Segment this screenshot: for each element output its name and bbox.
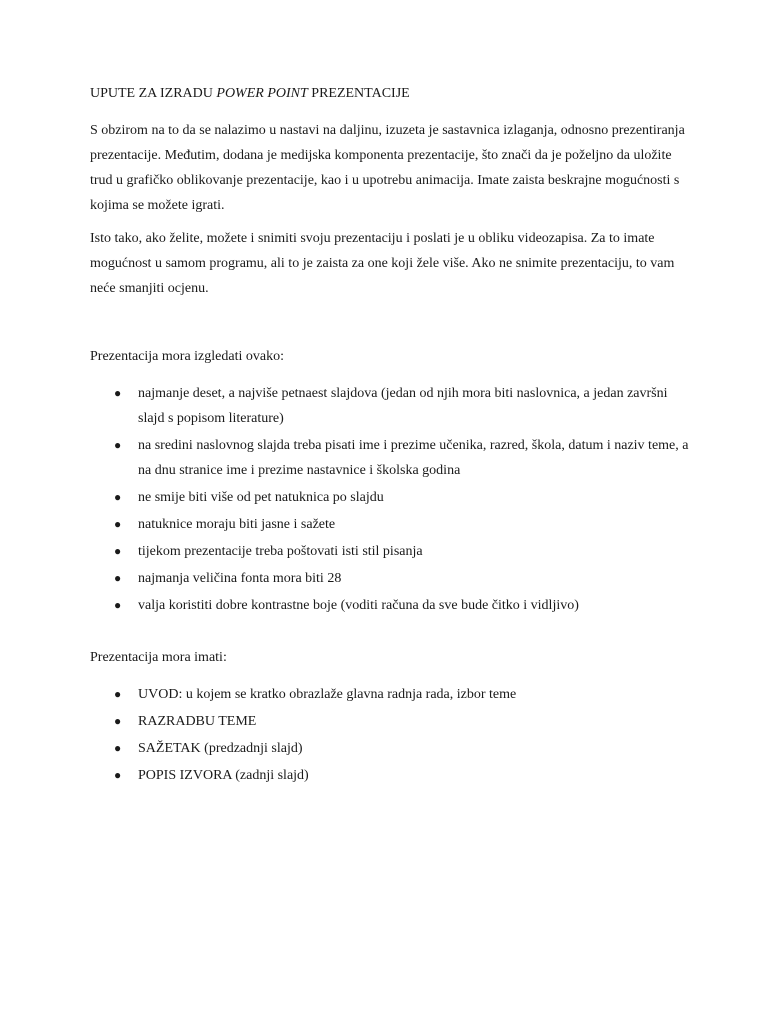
list-item-text: tijekom prezentacije treba poštovati isti stil pisanja xyxy=(138,544,423,559)
document-title xyxy=(90,84,690,104)
list-item xyxy=(90,485,690,510)
bullet-icon: ● xyxy=(114,768,122,782)
bullet-icon: ● xyxy=(114,438,122,452)
list-item xyxy=(90,682,690,707)
list-item-text: natuknice moraju biti jasne i sažete xyxy=(138,517,336,532)
list-item xyxy=(90,709,690,734)
title-prefix: UPUTE ZA IZRADU xyxy=(90,86,217,101)
bullet-icon: ● xyxy=(114,598,122,612)
list-item xyxy=(90,736,690,761)
bullet-icon: ● xyxy=(114,517,122,531)
bullet-list-izgled xyxy=(90,381,690,618)
bullet-icon: ● xyxy=(114,714,122,728)
bullet-icon: ● xyxy=(114,386,122,400)
bullet-list-imati xyxy=(90,682,690,788)
document-body xyxy=(90,84,690,790)
list-item xyxy=(90,763,690,788)
list-item-text: POPIS IZVORA (zadnji slajd) xyxy=(138,768,309,783)
list-item xyxy=(90,433,690,483)
section-heading-izgled: Prezentacija mora izgledati ovako: xyxy=(90,349,284,364)
title-italic: POWER POINT xyxy=(216,86,308,101)
list-item xyxy=(90,512,690,537)
list-item-text: SAŽETAK (predzadnji slajd) xyxy=(138,741,303,756)
list-item xyxy=(90,539,690,564)
bullet-icon: ● xyxy=(114,490,122,504)
title-suffix: PREZENTACIJE xyxy=(307,86,410,101)
bullet-icon: ● xyxy=(114,687,122,701)
list-item xyxy=(90,381,690,431)
list-item-text: valja koristiti dobre kontrastne boje (voditi računa da sve bude čitko i vidljivo) xyxy=(138,598,579,613)
bullet-icon: ● xyxy=(114,741,122,755)
list-item-text: ne smije biti više od pet natuknica po slajdu xyxy=(138,490,384,505)
list-item-text: UVOD: u kojem se kratko obrazlaže glavna radnja rada, izbor teme xyxy=(138,687,517,702)
bullet-icon: ● xyxy=(114,571,122,585)
list-item xyxy=(90,593,690,618)
paragraph-video: Isto tako, ako želite, možete i snimiti svoju prezentaciju i poslati je u obliku videozapisa. Za to imate mogućnost u samom programu, ali to je zaista za one koji žele više. Ako ne snimite prezentaciju, to vam neće smanjiti ocjenu. xyxy=(90,231,675,296)
list-item-text: RAZRADBU TEME xyxy=(138,714,257,729)
paragraph-intro: S obzirom na to da se nalazimo u nastavi na daljinu, izuzeta je sastavnica izlaganja, odnosno prezentiranja prezentacije. Međutim, dodana je medijska komponenta prezentacije, što znači da je poželjno da uložite trud u grafičko oblikovanje prezentacije, kao i u upotrebu animacija. Imate zaista beskrajne mogućnosti s kojima se možete igrati. xyxy=(90,123,685,213)
list-item-text: najmanje deset, a najviše petnaest slajdova (jedan od njih mora biti naslovnica, a jedan završni slajd s popisom literature) xyxy=(138,386,668,426)
bullet-icon: ● xyxy=(114,544,122,558)
list-item xyxy=(90,566,690,591)
section-heading-imati: Prezentacija mora imati: xyxy=(90,650,227,665)
list-item-text: na sredini naslovnog slajda treba pisati ime i prezime učenika, razred, škola, datum i naziv teme, a na dnu stranice ime i prezime nastavnice i školska godina xyxy=(138,438,689,478)
list-item-text: najmanja veličina fonta mora biti 28 xyxy=(138,571,342,586)
